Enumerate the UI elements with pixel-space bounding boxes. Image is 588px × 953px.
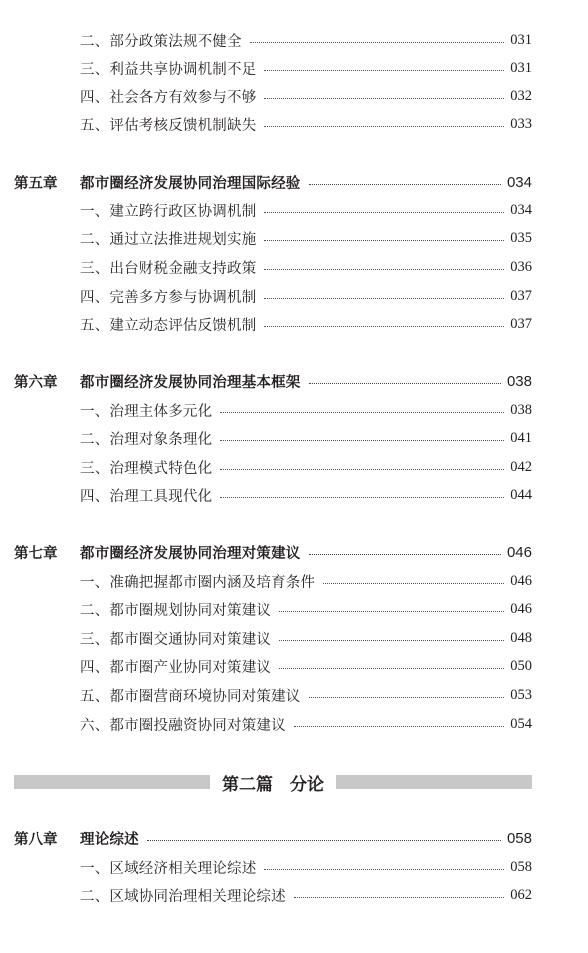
toc-section[interactable]	[80, 484, 532, 506]
page-number: 046	[506, 543, 532, 561]
section-title: 四、社会各方有效参与不够	[80, 89, 257, 106]
dot-leader	[220, 469, 504, 470]
section-title: 一、区域经济相关理论综述	[80, 860, 257, 877]
page-number: 046	[510, 572, 532, 589]
page-number: 033	[510, 115, 532, 132]
chapter-number: 第五章	[14, 175, 58, 192]
section-title: 五、建立动态评估反馈机制	[80, 317, 257, 334]
page-number: 058	[510, 858, 532, 875]
banner-bar-right	[336, 775, 532, 789]
dot-leader	[264, 126, 504, 127]
page-number: 048	[510, 629, 532, 646]
dot-leader	[309, 554, 501, 555]
dot-leader	[309, 184, 501, 185]
chapter-number: 第八章	[14, 831, 58, 848]
section-title: 六、都市圈投融资协同对策建议	[80, 717, 286, 734]
page-number: 046	[510, 600, 532, 617]
dot-leader	[220, 412, 504, 413]
dot-leader	[264, 326, 504, 327]
section-title: 二、都市圈规划协同对策建议	[80, 602, 272, 619]
chapter-title: 都市圈经济发展协同治理对策建议	[80, 545, 301, 562]
dot-leader	[220, 497, 504, 498]
toc-section[interactable]	[80, 655, 532, 677]
section-title: 五、评估考核反馈机制缺失	[80, 117, 257, 134]
page-number: 034	[510, 201, 532, 218]
banner-bar-left	[14, 775, 210, 789]
page-number: 053	[510, 686, 532, 703]
section-title: 五、都市圈营商环境协同对策建议	[80, 688, 301, 705]
toc-section[interactable]	[80, 684, 532, 706]
chapter-number: 第六章	[14, 374, 58, 391]
section-title: 一、治理主体多元化	[80, 403, 213, 420]
section-title: 三、利益共享协调机制不足	[80, 61, 257, 78]
page-number: 036	[510, 258, 532, 275]
dot-leader	[264, 212, 504, 213]
dot-leader	[264, 240, 504, 241]
page-number: 035	[510, 229, 532, 246]
page-number: 038	[506, 372, 532, 390]
page-number: 038	[510, 401, 532, 418]
toc-section[interactable]	[80, 399, 532, 421]
section-title: 四、完善多方参与协调机制	[80, 289, 257, 306]
chapter-title: 都市圈经济发展协同治理国际经验	[80, 175, 301, 192]
page-number: 032	[510, 87, 532, 104]
toc-section[interactable]	[80, 256, 532, 278]
toc-section[interactable]	[80, 199, 532, 221]
dot-leader	[147, 840, 501, 841]
toc-section[interactable]	[80, 713, 532, 735]
toc-chapter[interactable]	[14, 171, 532, 193]
toc-section[interactable]	[80, 427, 532, 449]
dot-leader	[264, 269, 504, 270]
toc-section[interactable]	[80, 227, 532, 249]
dot-leader	[279, 611, 504, 612]
section-title: 一、建立跨行政区协调机制	[80, 203, 257, 220]
toc-section[interactable]	[80, 570, 532, 592]
dot-leader	[294, 726, 504, 727]
toc-chapter[interactable]	[14, 541, 532, 563]
dot-leader	[294, 897, 504, 898]
dot-leader	[323, 583, 504, 584]
chapter-number: 第七章	[14, 545, 58, 562]
toc-section[interactable]	[80, 57, 532, 79]
section-title: 三、出台财税金融支持政策	[80, 260, 257, 277]
toc-section[interactable]	[80, 456, 532, 478]
section-title: 二、通过立法推进规划实施	[80, 231, 257, 248]
page-number: 054	[510, 715, 532, 732]
section-title: 三、治理模式特色化	[80, 460, 213, 477]
section-title: 二、区域协同治理相关理论综述	[80, 888, 286, 905]
page-number: 037	[510, 287, 532, 304]
toc-section[interactable]	[80, 285, 532, 307]
dot-leader	[279, 668, 504, 669]
toc-section[interactable]	[80, 85, 532, 107]
dot-leader	[309, 383, 501, 384]
toc-section[interactable]	[80, 113, 532, 135]
page-number: 031	[510, 59, 532, 76]
dot-leader	[264, 98, 504, 99]
page-number: 042	[510, 458, 532, 475]
page-number: 062	[510, 886, 532, 903]
section-title: 二、部分政策法规不健全	[80, 33, 242, 50]
dot-leader	[279, 640, 504, 641]
toc-section[interactable]	[80, 856, 532, 878]
page-number: 037	[510, 315, 532, 332]
section-title: 三、都市圈交通协同对策建议	[80, 631, 272, 648]
section-title: 四、都市圈产业协同对策建议	[80, 659, 272, 676]
toc-section[interactable]	[80, 29, 532, 51]
toc-chapter[interactable]	[14, 827, 532, 849]
page-number: 041	[510, 429, 532, 446]
dot-leader	[309, 697, 505, 698]
page-number: 034	[506, 173, 532, 191]
part-banner[interactable]	[14, 769, 532, 795]
toc-section[interactable]	[80, 627, 532, 649]
chapter-title: 理论综述	[80, 831, 139, 848]
toc-chapter[interactable]	[14, 370, 532, 392]
page-number: 050	[510, 657, 532, 674]
toc-section[interactable]	[80, 313, 532, 335]
dot-leader	[250, 42, 505, 43]
toc-section[interactable]	[80, 598, 532, 620]
page-number: 031	[510, 31, 532, 48]
section-title: 一、准确把握都市圈内涵及培育条件	[80, 574, 316, 591]
part-title: 第二篇 分论	[222, 774, 324, 795]
dot-leader	[264, 869, 504, 870]
section-title: 二、治理对象条理化	[80, 431, 213, 448]
page-number: 044	[510, 486, 532, 503]
dot-leader	[264, 70, 504, 71]
toc-section[interactable]	[80, 884, 532, 906]
dot-leader	[220, 440, 504, 441]
dot-leader	[264, 298, 504, 299]
page-number: 058	[506, 829, 532, 847]
section-title: 四、治理工具现代化	[80, 488, 213, 505]
chapter-title: 都市圈经济发展协同治理基本框架	[80, 374, 301, 391]
